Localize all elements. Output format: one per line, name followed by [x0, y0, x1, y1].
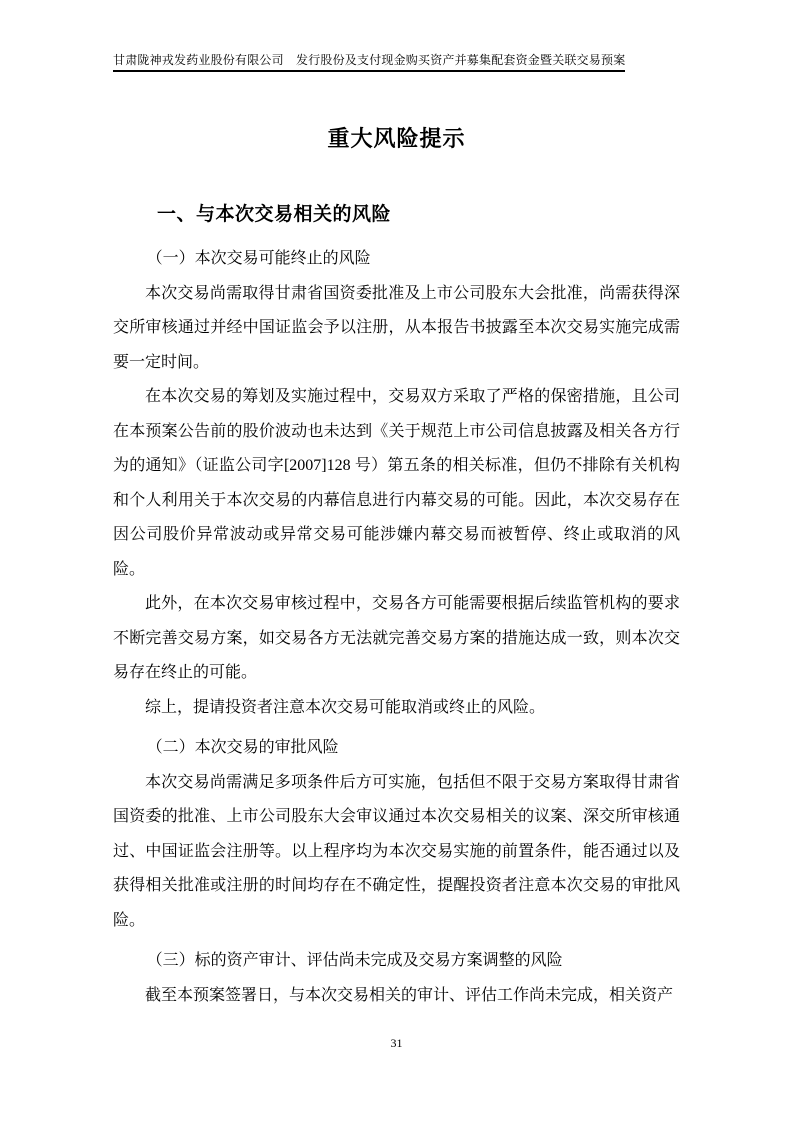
- sub-heading: （三）标的资产审计、评估尚未完成及交易方案调整的风险: [146, 952, 563, 969]
- paragraph: 截至本预案签署日，与本次交易相关的审计、评估工作尚未完成，相关资产: [145, 986, 674, 1004]
- sub-heading: （一）本次交易可能终止的风险: [146, 250, 371, 267]
- paragraph: 此外，在本次交易审核过程中，交易各方可能需要根据后续监管机构的要求不断完善交易方案，如交易各方无法就完善交易方案的措施达成一致，则本次交易存在终止的可能。: [113, 595, 680, 681]
- section-heading: 一、与本次交易相关的风险: [157, 204, 392, 225]
- paragraph: 本次交易尚需满足多项条件后方可实施，包括但不限于交易方案取得甘肃省国资委的批准、上市公司股东大会审议通过本次交易相关的议案、深交所审核通过、中国证监会注册等。以上程序均为本次交易实施的前置条件，能否通过以及获得相关批准或注册的时间均存在不确定性，提醒投资者注意本次交易的审批风险。: [113, 773, 680, 929]
- page-header: [0, 0, 793, 72]
- header-title: 甘肃陇神戎发药业股份有限公司 发行股份及支付现金购买资产并募集配套资金暨关联交易预案: [113, 54, 625, 72]
- page-footer: [0, 1036, 793, 1051]
- paragraph: 本次交易尚需取得甘肃省国资委批准及上市公司股东大会批准，尚需获得深交所审核通过并经中国证监会予以注册，从本报告书披露至本次交易实施完成需要一定时间。: [113, 284, 680, 371]
- sub-heading: （二）本次交易的审批风险: [146, 739, 339, 756]
- paragraph: 综上，提请投资者注意本次交易可能取消或终止的风险。: [145, 698, 546, 716]
- document-title: 重大风险提示: [327, 126, 466, 151]
- document-blocks: [0, 202, 793, 1013]
- paragraph: 在本次交易的筹划及实施过程中，交易双方采取了严格的保密措施，且公司在本预案公告前的股价波动也未达到《关于规范上市公司信息披露及相关各方行为的通知》（证监公司字[2007]128 号）第五条的相关标准，但仍不排除有关机构和个人利用关于本次交易的内幕信息进行内幕交易的可能。因此，本次交易存在因公司股价异常波动或异常交易可能涉嫌内幕交易而被暂停、终止或取消的风险。: [113, 388, 680, 578]
- page-number: 31: [390, 1036, 403, 1050]
